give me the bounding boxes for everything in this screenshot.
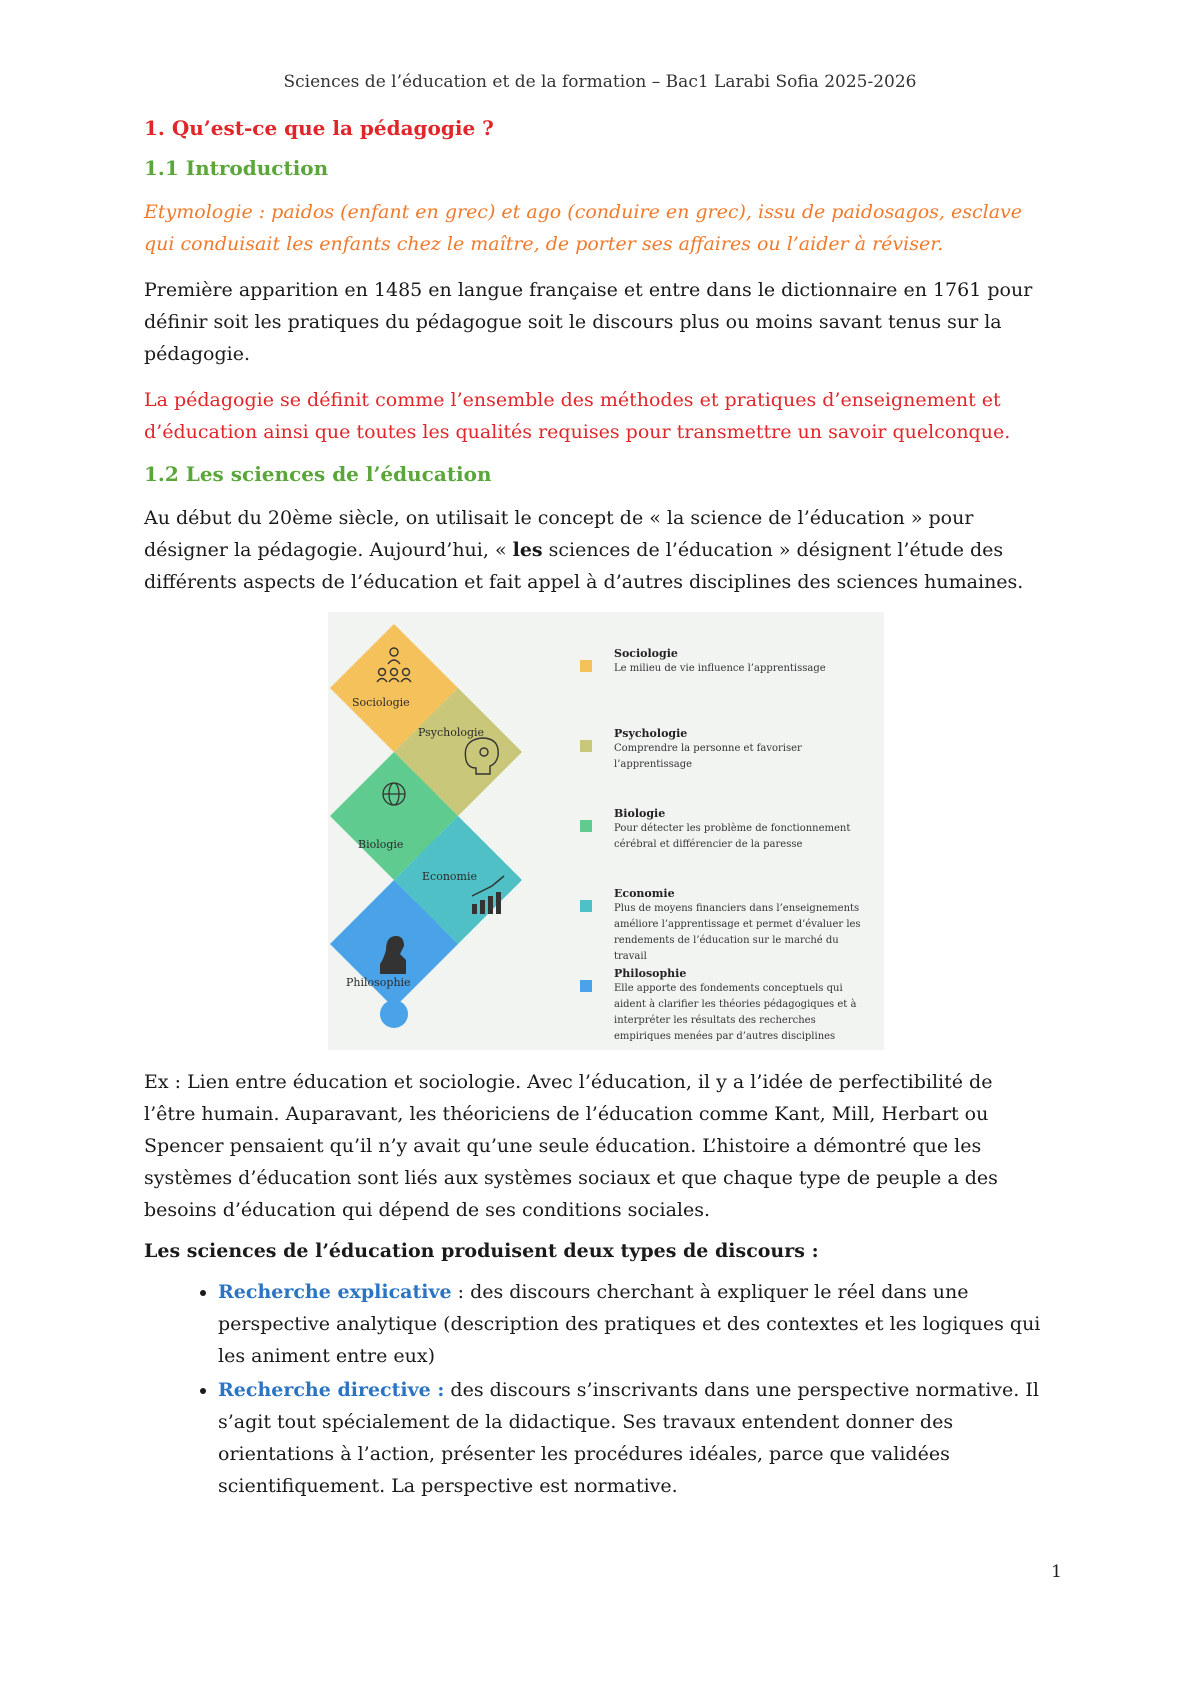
list-item-keyword: Recherche directive : [218, 1379, 445, 1401]
page-header: Sciences de l’éducation et de la formation – Bac1 Larabi Sofia 2025-2026 [283, 72, 917, 92]
legend-title: Philosophie [614, 967, 687, 980]
section-title: 1. Qu’est-ce que la pédagogie ? [144, 116, 494, 140]
discours-list [144, 1276, 1044, 1502]
legend-swatch [580, 820, 592, 832]
piece-label-sociologie: Sociologie [352, 696, 410, 709]
legend-item-psychologie [580, 726, 880, 806]
first-appearance-paragraph: Première apparition en 1485 en langue française et entre dans le dictionnaire en 1761 pour définir soit les pratiques du pédagogue soit le discours plus ou moins savant tenus sur la pédagogie. [144, 279, 1033, 365]
page-content [144, 116, 1044, 1504]
legend-description: Elle apporte des fondements conceptuels qui aident à clarifier les théories pédagogiques et à interpréter les résultats des recherches empiriques menées par d’autres disciplines [614, 983, 857, 1042]
definition-paragraph: La pédagogie se définit comme l’ensemble des méthodes et pratiques d’enseignement et d’éducation ainsi que toutes les qualités requises pour transmettre un savoir quelconque. [144, 389, 1011, 443]
legend-item-philosophie [580, 966, 880, 1045]
list-item-keyword: Recherche explicative [218, 1281, 452, 1303]
subsection-title-sciences: 1.2 Les sciences de l’éducation [144, 462, 492, 486]
piece-label-psychologie: Psychologie [418, 726, 485, 739]
list-item-text: des discours s’inscrivants dans une perspective normative. Il s’agit tout spécialement de la didactique. Ses travaux entendent donner des orientations à l’action, présenter les procédures idéales, parce que validées scientifiquement. La perspective est normative. [218, 1379, 1039, 1497]
legend-title: Biologie [614, 807, 666, 820]
disciplines-infographic [328, 612, 884, 1050]
sciences-text-part2: sciences de l’éducation » désignent l’étude des différents aspects de l’éducation et fait appel à d’autres disciplines des sciences humaines. [144, 539, 1024, 593]
legend-description: Plus de moyens financiers dans l’enseignements améliore l’apprentissage et permet d’évaluer les rendements de l’éducation sur le marché du travail [614, 903, 861, 962]
list-item [218, 1374, 1044, 1502]
legend-item-economie [580, 886, 880, 966]
infographic-legend [580, 646, 880, 1045]
legend-item-sociologie [580, 646, 880, 726]
sciences-text-part1: Au début du 20ème siècle, on utilisait le concept de « la science de l’éducation » pour désigner la pédagogie. Aujourd’hui, « [144, 507, 974, 561]
legend-description: Pour détecter les problème de fonctionnement cérébral et différencier de la paresse [614, 823, 851, 850]
piece-label-philosophie: Philosophie [346, 976, 411, 989]
sciences-paragraph [144, 502, 1044, 598]
sciences-text-bold: les [512, 539, 543, 561]
legend-description: Comprendre la personne et favoriser l’apprentissage [614, 743, 802, 770]
etymology-paragraph: Etymologie : paidos (enfant en grec) et ago (conduire en grec), issu de paidosagos, esclave qui conduisait les enfants chez le maître, de porter ses affaires ou l’aider à réviser. [144, 201, 1022, 255]
example-paragraph: Ex : Lien entre éducation et sociologie. Avec l’éducation, il y a l’idée de perfectibilité de l’être humain. Auparavant, les théoriciens de l’éducation comme Kant, Mill, Herbart ou Spencer pensaient qu’il n’y avait qu’une seule éducation. L’histoire a démontré que les systèmes d’éducation sont liés aux systèmes sociaux et que chaque type de peuple a des besoins d’éducation qui dépend de ses conditions sociales. [144, 1071, 998, 1221]
legend-title: Sociologie [614, 647, 678, 660]
legend-swatch [580, 660, 592, 672]
legend-swatch [580, 980, 592, 992]
legend-swatch [580, 740, 592, 752]
list-item-text: : des discours cherchant à expliquer le réel dans une perspective analytique (description des pratiques et des contextes et les logiques qui les animent entre eux) [218, 1281, 1041, 1367]
legend-title: Psychologie [614, 727, 688, 740]
piece-label-economie: Economie [422, 870, 477, 883]
page-number: 1 [1051, 1562, 1062, 1582]
legend-description: Le milieu de vie influence l’apprentissage [614, 663, 826, 674]
piece-label-biologie: Biologie [358, 838, 404, 851]
list-item [218, 1276, 1044, 1372]
legend-swatch [580, 900, 592, 912]
legend-item-biologie [580, 806, 880, 886]
subsection-title-introduction: 1.1 Introduction [144, 156, 329, 180]
legend-title: Economie [614, 887, 675, 900]
discours-heading: Les sciences de l’éducation produisent deux types de discours : [144, 1240, 819, 1262]
